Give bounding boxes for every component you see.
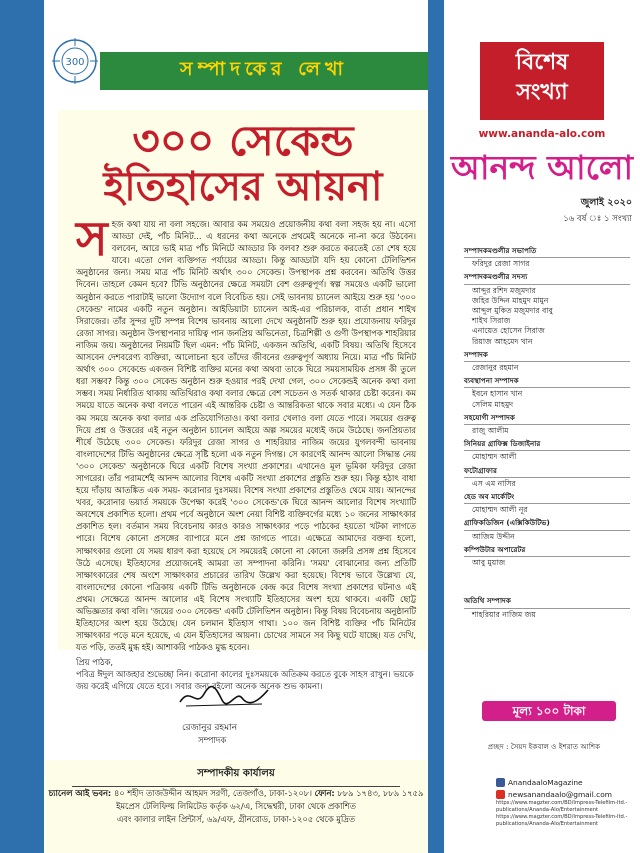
credit-block	[464, 350, 630, 373]
credit-block	[464, 545, 630, 568]
email-address: newsanandaalo@gmail.com	[508, 789, 612, 799]
drop-cap: স	[76, 211, 108, 267]
credit-name: আব্দুর রশিদ মজুমদার	[472, 285, 536, 295]
office-address-text: ৪০ শহীদ তাজউদ্দীন আহমদ সরণী, তেজগাঁও, ঢাকা-১২০৮।	[113, 788, 312, 798]
credits-list	[464, 246, 630, 571]
logo-text: 300	[65, 57, 85, 68]
guest-editor-role: অতিথি সম্পাদক	[464, 596, 630, 609]
credit-block	[464, 413, 630, 436]
story-title-line2: ইতিহাসের আয়না	[103, 164, 383, 210]
credit-role: সম্পাদক	[464, 350, 630, 362]
publisher-line: ইমপ্রেস টেলিফিল্ম লিমিটেড কর্তৃক ৬২/এ, সিদ্ধেশ্বরী, ঢাকা থেকে প্রকাশিত	[116, 801, 356, 811]
credit-name: ইবনে হাসান খান	[472, 389, 523, 399]
credit-role: সম্পাদকমণ্ডলীর সভাপতি	[464, 246, 630, 258]
credit-role: ব্যবস্থাপনা সম্পাদক	[464, 376, 630, 388]
website-link[interactable]: www.ananda-alo.com	[478, 128, 606, 140]
guest-editor	[464, 596, 630, 620]
credit-name: রিয়াজ আহমেদ খান	[472, 336, 533, 346]
spine-blue-border	[428, 0, 444, 853]
credit-role: সহযোগী সম্পাদক	[464, 413, 630, 425]
price-badge: মূল্য ১০০ টাকা	[482, 701, 616, 721]
editor-signature	[176, 682, 272, 712]
printer-line: এবং কালার লাইন প্রিন্টার্স, ৬৯/এফ, গ্রীনরোড, ঢাকা-১২০৫ থেকে মুদ্রিত	[116, 814, 356, 824]
guest-editor-name: শাহরিয়ার নাজিম জয়	[472, 609, 536, 619]
credit-block	[464, 376, 630, 410]
credit-name: রাজু আলীম	[472, 426, 509, 436]
office-address	[44, 787, 428, 800]
special-line1: বিশেষ	[515, 50, 569, 75]
signature-block	[76, 656, 416, 766]
closing-note: পবিত্র ঈদুল আজহার শুভেচ্ছা নিন। করোনা কালের দুঃসময়কে অতিক্রম করতে বুকে সাহস রাখুন। ভয়কে জয় করেই এগিয়ে যেতে হবে। সবার জন্য রইলো অনেক অনেক শুভ কামনা।	[76, 669, 414, 691]
credit-name: আব্দুল মুকিত মজুমদার বাবু	[472, 306, 553, 316]
credit-role: সিনিয়র গ্রাফিক্স ডিজাইনার	[464, 439, 630, 451]
credit-name: শাইখ সিরাজ	[472, 316, 511, 326]
credit-name: এনায়েত হোসেন সিরাজ	[472, 326, 545, 336]
story-title-line1: ৩০০ সেকেন্ড	[132, 116, 354, 165]
editorial-office	[44, 760, 428, 853]
credit-name: এস এম নাসির	[472, 478, 516, 488]
facebook-link[interactable]	[496, 776, 636, 788]
credit-name: জহির উদ্দিন মাহমুদ মামুন	[472, 295, 549, 305]
credit-name: সেলিম মাহমুদ	[472, 399, 514, 409]
credit-name: আবু মুয়াজ	[472, 558, 506, 568]
office-address-label: চ্যানেল আই ভবন:	[48, 788, 112, 798]
section-header	[100, 52, 428, 90]
section-label: সম্পাদকের লেখা	[180, 58, 348, 80]
facebook-handle: AnandaaloMagazine	[508, 777, 583, 787]
email-link[interactable]	[496, 788, 636, 800]
editorial-body-text: হজ কথা যায় না বলা সহজে। আবার কম সময়েও প্রয়োজনীয় কথা বলা সহজ হয় না। এসো আড্ডা দেই, পাঁচ মিনিট... এ ধরনের কথা অনেকে প্রথমেই অনেকে না-না করে উঠবেন। বলবেন, আরে ভাই মাত্র পাঁচ মিনিটে আড্ডার কি বলব? শুরু করতে করতেই তো শেষ হয়ে যাবে। এতো গেল ব্যক্তিগত পর্যায়ের আড্ডা। কিন্তু আড্ডাটা যদি হয় কোনো টেলিভিশন অনুষ্ঠানের জন্য। সময় মাত্র পাঁচ মিনিট অর্থাৎ ৩০০ সেকেন্ড। উপস্থাপক প্রশ্ন করবেন। অতিথি উত্তর দিবেন। তাহলে কেমন হবে? টিভি অনুষ্ঠানের ক্ষেত্রে সময়টা বেশ গুরুত্বপূর্ণ। স্বল্প সময়েও একটি ভালো অনুষ্ঠান করতে পারাটাই ভালো উদ্যোগ বলে বিবেচিত হয়। সেই ভাবনায় চ্যানেল আইয়ে শুরু হয় '৩০০ সেকেন্ড' নামের একটি নতুন অনুষ্ঠান। আইডিয়াটা চ্যানেল আই-এর পরিচালক, বার্তা প্রধান শাইখ সিরাজের। তাঁর সুন্দর দুটি সম্পন্ন বিশেষ ভাবনায় আলো দেখে অনুষ্ঠানটি শুরু হয়। প্রযোজনায় ফরিদুর রেজা সাগর। অনুষ্ঠান উপস্থাপনার দায়িত্ব পান জনপ্রিয় অভিনেতা, চিত্রশিল্পী ও গুণী উপস্থাপক শাহরিয়ার নাজিম জয়। অনুষ্ঠানের নিয়মটি ছিল এমন: পাঁচ মিনিট, একজন অতিথি, একটি বিষয়। অতিথি হিসেবে আসবেন দেশবরেণ্য ব্যক্তিরা, আলোচনা হবে তাঁদের জীবনের গুরুত্বপূর্ণ অধ্যায় নিয়ে। মাত্র পাঁচ মিনিট অর্থাৎ ৩০০ সেকেন্ডে একজন বিশিষ্ট ব্যক্তির মনের কথা অথবা তাকে ঘিরে সময়সাময়িক প্রসঙ্গ কী তুলে ধরা সম্ভব? কিন্তু ৩০০ সেকেন্ড অনুষ্ঠান শুরু হওয়ার পরই দেখা গেল, ৩০০ সেকেন্ডই অনেক কথা বলা সম্ভব। সময় নির্ধারিত থাকায় অতিথিরাও কথা বলার ক্ষেত্রে বেশ সচেতন ও সতর্ক থাকার চেষ্টা করেন। কম সময়ে যাতে অনেক কথা বলতে পারেন এই আন্তরিক চেষ্টা ও আন্তরিকতা থাকে সবার মধ্যে। এ যেন ঠিক কম সময়ে অনেক কথা বলার এক প্রতিযোগিতাও। কথা বলার খেলাও বলা যেতে পারে। সময়ের গুরুত্ব দিয়ে প্রশ্ন ও উত্তরের এই নতুন অনুষ্ঠান চ্যানেল আইয়ে অল্প সময়ের মধ্যেই জমে উঠেছে। জনপ্রিয়তার শীর্ষে উঠেছে ৩০০ সেকেন্ড। ফরিদুর রেজা সাগর ও শাহরিয়ার নাজিম জয়ের যুগলবন্দী ভাবনায় বাংলাদেশের টিভি অনুষ্ঠানের ক্ষেত্রে সৃষ্টি হলো এক নতুন দিগন্ত। সে কারণেই আনন্দ আলো সিদ্ধান্ত নেয় '৩০০ সেকেন্ড' অনুষ্ঠানকে ঘিরে একটি বিশেষ সংখ্যা প্রকাশের। এখানেও মূল ভূমিকা ফরিদুর রেজা সাগরের। তাঁর পরামর্শেই আনন্দ আলোর বিশেষ একটি সংখ্যা প্রকাশের প্রস্তুতি শুরু হয়। কিন্তু হঠাৎ বাধা হয়ে দাঁড়ায় আতঙ্কিত এক সময়- করোনার দুঃসময়। বিশেষ সংখ্যা প্রকাশের প্রস্তুতিও থেমে যায়। আনন্দের খবর, করোনার ভয়ার্ত সময়কে উপেক্ষা করেই '৩০০ সেকেন্ড'কে ঘিরে আনন্দ আলোর বিশেষ সংখ্যাটি অবশেষে প্রকাশিত হলো। প্রথম পর্বে অনুষ্ঠানে অংশ নেয়া বিশিষ্ট ব্যক্তিবর্গের মধ্যে ১০ জনের সাক্ষাৎকার প্রকাশিত হল। বর্তমান সময় বিবেচনায় কারও কারও সাক্ষাৎকার পড়ে পাঠকের হয়তো খটকা লাগতে পারে। বিশেষ কোনো প্রসঙ্গের ব্যাপারে মনে প্রশ্ন জাগতে পারে। এক্ষেত্রে আমাদের বক্তব্য হলো, সাক্ষাৎকার গুলো যে সময় ধারণ করা হয়েছে সে সময়েরই কোনো না কোনো জরুরি প্রসঙ্গ প্রশ্ন হিসেবে উঠে এসেছে। ইতিহাসের প্রয়োজনেই আমরা তা সম্পাদনা করিনি। 'সময়' বোঝানোর জন্য প্রতিটি সাক্ষাৎকারের শেষ অংশে সাক্ষাৎকার প্রচারের তারিখ উল্লেখ করা হয়েছে। বিশেষ ভাবে উল্লেখ্য যে, বাংলাদেশের কোনো পত্রিকায় একটি টিভি অনুষ্ঠানকে কেন্দ্র করে বিশেষ সংখ্যা প্রকাশের ঘটনাও এই প্রথম। সেক্ষেত্রে আনন্দ আলোর এই বিশেষ সংখ্যাটি ইতিহাসের অংশ হয়ে থাকবে। একটি ছোট্ট অভিজ্ঞতার কথা বলি। 'জয়ের ৩০০ সেকেন্ড' একটি টেলিভিশন অনুষ্ঠান। কিন্তু বিষয় বিবেচনায় অনুষ্ঠানটি ইতিহাসের অংশ হয়ে উঠেছে। যেন চলমান ইতিহাস গাথা। ১০০ জন বিশিষ্ট ব্যক্তির পাঁচ মিনিটের সাক্ষাৎকার পড়ে মনে হয়েছে, এ যেন ইতিহাসের আয়না। চোখের সামনে সব কিছু ঘটে যাচ্ছে। যত দেখি, যত পড়ি, ততই মুগ্ধ হই। আশাকরি পাঠকও মুগ্ধ হবেন।	[76, 219, 416, 653]
office-phone: ৮৮৯ ১৭৪৩, ৮৮৯ ১৭৫৯	[337, 788, 424, 798]
office-title: সম্পাদকীয় কার্যালয়	[197, 768, 275, 779]
office-phone-label: ফোন:	[314, 788, 335, 798]
brand-logo: আনন্দ আলো	[450, 148, 634, 187]
signatory-role: সম্পাদক	[198, 736, 227, 746]
facebook-icon	[496, 778, 505, 787]
credit-block	[464, 272, 630, 346]
signatory-name: রেজানুর রহমান	[182, 723, 238, 733]
social-links	[496, 776, 636, 848]
salutation: প্রিয় পাঠক,	[76, 657, 114, 667]
email-icon	[496, 790, 505, 799]
credit-role: সম্পাদকমণ্ডলীর সদস্য	[464, 272, 630, 284]
credit-role: হেড অব মার্কেটিং	[464, 492, 630, 504]
magzter-link-1[interactable]: https://www.magzter.com/BD/Impress-Telefilm-ltd.-publications/Ananda-Alo/Entertainment	[496, 800, 628, 813]
magzter-link-2[interactable]: https://www.magzter.com/BD/Impress-Telefilm-ltd.-publications/Ananda-Alo/Entertainment	[496, 814, 628, 827]
special-line2: সংখ্যা	[516, 80, 568, 105]
cover-credit: প্রচ্ছদ : সৈয়দ ইকবাল ও ইশরাত আশিক	[487, 742, 601, 751]
credit-block	[464, 518, 630, 541]
credit-block	[464, 246, 630, 269]
credit-role: কম্পিউটার অপারেটর	[464, 545, 630, 557]
credit-name: ফরিদুর রেজা সাগর	[472, 259, 530, 269]
credit-name: আজিম উদ্দীন	[472, 531, 515, 541]
issue-number: ১৬ বর্ষ ঃ ১ সংখ্যা	[563, 214, 632, 224]
300-seconds-logo	[52, 38, 98, 84]
credit-name: মোহাম্মদ আলী	[472, 452, 517, 462]
credit-block	[464, 466, 630, 489]
editorial-body	[76, 211, 416, 653]
credit-role: ফটোগ্রাফার	[464, 466, 630, 478]
issue-date: জুলাই ২০২০	[580, 197, 632, 208]
left-blue-border	[0, 0, 44, 853]
credit-name: রেজানুর রহমান	[472, 363, 519, 373]
credit-block	[464, 439, 630, 462]
special-issue-box	[480, 42, 604, 120]
credit-role: গ্রাফিকডিজিন (এক্সিকিউটিভ)	[464, 518, 630, 530]
credit-name: মোহাম্মদ আলী নূর	[472, 505, 528, 515]
credit-block	[464, 492, 630, 515]
